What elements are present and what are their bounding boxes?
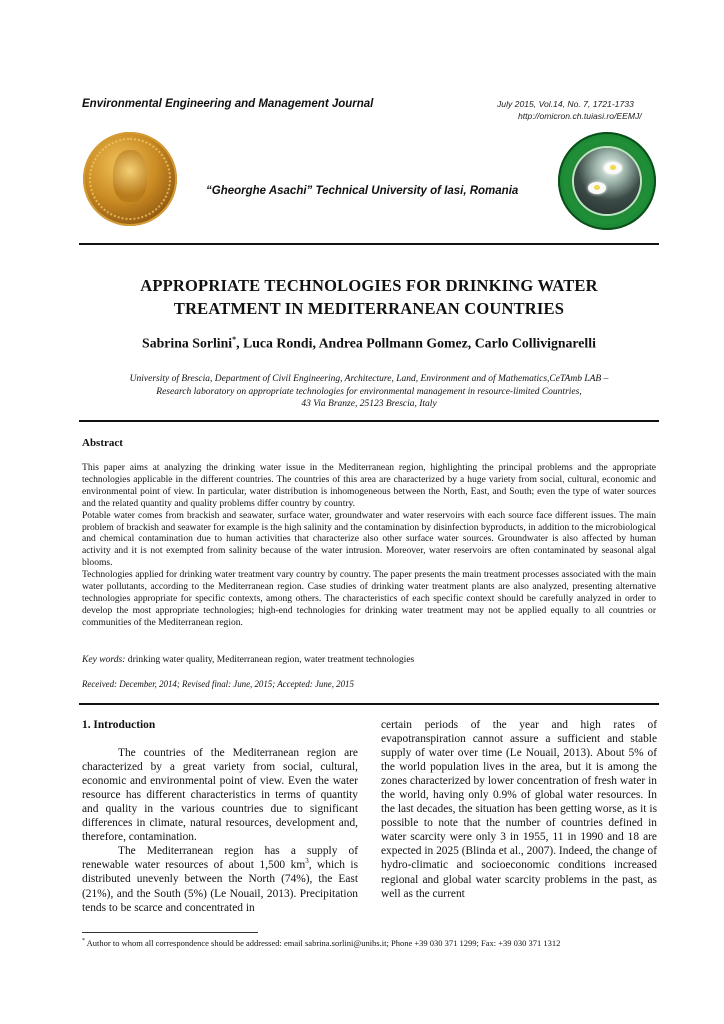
body-column-right [381,718,657,901]
seal-water-lily-image [574,148,640,214]
body-column-left [82,718,358,915]
abstract-bottom-rule [79,703,659,705]
lily-flower-icon [588,182,606,194]
abstract-heading: Abstract [82,437,123,449]
body-paragraph [82,844,358,914]
journal-name: Environmental Engineering and Management Journal [82,98,374,110]
abstract-paragraph: Technologies applied for drinking water treatment vary country by country. The paper presents the main treatment processes associated with the main water pollutants, according to the Mediterranean region. Case studies of drinking water treatment plants are also analyzed, presenting alternative technologies appropriate for specific contexts, among others. The characteristics of each specific context should be carefully analyzed in order to develop the most appropriate technologies; high-end technologies for drinking water treatment may not be applied equally to all countries or communities of the Mediterranean region. [82,569,656,628]
author-name: Andrea Pollmann Gomez [318,335,468,351]
corresponding-mark: * [232,335,237,344]
medal-portrait [113,150,147,202]
author-name: Luca Rondi [243,335,313,351]
journal-url[interactable]: http://omicron.ch.tuiasi.ro/EEMJ/ [518,111,642,121]
keywords-label: Key words: [82,654,126,665]
header-rule [79,243,659,245]
footnote-text: Author to whom all correspondence should be addressed: email sabrina.sorlini@unibs.it; Phone +39 030 371 1299; Fax: +39 030 371 1312 [86,938,561,948]
journal-seal-icon [558,132,656,230]
keywords [82,654,414,665]
university-name: “Gheorghe Asachi” Technical University of Iasi, Romania [206,185,519,197]
body-paragraph: certain periods of the year and high rates of evapotranspiration cannot assure a sufficient and stable supply of water over time (Le Nouail, 2013). About 5% of the world population lives in the area, but it is among the zones characterized by lower concentration of fresh water in the world, having only 0.9% of global water resources. In the last decades, the situation has been getting worse, as it is possible to note that the number of countries defined in water scarcity were only 3 in 1955, 11 in 1990 and 18 are expected in 2025 (Blinda et al., 2007). Indeed, the change of hydro-climatic and socioeconomic conditions increased regional and global water scarcity problems in the past, as well as the current [381,719,657,900]
affiliation-line: 43 Via Branze, 25123 Brescia, Italy [301,399,437,409]
body-paragraph: The countries of the Mediterranean region are characterized by a great variety from social, cultural, economic and environmental point of view. Even the water resource has different characteristics in terms of quantity and quality in the various countries due to significant differences in climate, natural resources, development and, therefore, contamination. [82,747,358,844]
abstract-top-rule [79,420,659,422]
section-heading: 1. Introduction [82,719,156,731]
received-dates: Received: December, 2014; Revised final: June, 2015; Accepted: June, 2015 [82,679,354,689]
article-title [79,274,659,320]
footnote [82,938,560,948]
affiliation-line: Research laboratory on appropriate technologies for environmental management in resource-limited Countries, [156,386,582,397]
affiliation [79,373,659,411]
footnote-rule [82,932,258,933]
lily-flower-icon [604,162,622,174]
paragraph-text: The Mediterranean region has a supply of renewable water resources of about 1,500 km [82,845,358,872]
keywords-text: drinking water quality, Mediterranean region, water treatment technologies [127,654,415,665]
title-line: APPROPRIATE TECHNOLOGIES FOR DRINKING WATER [140,276,598,295]
author-name: Sabrina Sorlini [142,335,233,351]
affiliation-line: University of Brescia, Department of Civil Engineering, Architecture, Land, Environment and of Mathematics,CeTAmb LAB – [129,374,609,384]
abstract-paragraph: This paper aims at analyzing the drinking water issue in the Mediterranean region, highlighting the principal problems and the appropriate technologies applicable in the different countries. The countries of this area are characterized by a huge variety from social, cultural, economic and environmental point of view. In particular, water distribution is inhomogeneous between the North, East, and South; even the type of water sources and the related quantity and quality problems differ country by country. [82,462,656,509]
abstract-paragraph: Potable water comes from brackish and seawater, surface water, groundwater and water reservoirs with each source face different issues. The main problem of brackish and seawater for example is the high salinity and the contamination by disinfection byproducts, in addition to the microbiological and chemical contamination due to human activities that characterize also other surface water sources. Groundwater is also affected by human activity and it is not exempted from salinity because of the water intrusion. Moreover, water reservoirs are often contaminated by seasonal algal blooms. [82,509,656,569]
abstract-body [82,462,656,629]
paragraph-text: , which is distributed unevenly between the North (74%), the East (21%), and the South (5%) (Le Nouail, 2013). Precipitation tends to be scarce and concentrated in [82,859,359,914]
issue-info: July 2015, Vol.14, No. 7, 1721-1733 [497,99,634,109]
footnote-mark: * [82,938,85,945]
university-medal-icon [83,132,177,226]
author-name: Carlo Collivignarelli [474,335,596,351]
superscript: 3 [305,857,309,866]
title-line: TREATMENT IN MEDITERRANEAN COUNTRIES [173,299,565,318]
author-list: Sabrina Sorlini*, Luca Rondi, Andrea Pollmann Gomez, Carlo Collivignarelli [142,335,596,351]
